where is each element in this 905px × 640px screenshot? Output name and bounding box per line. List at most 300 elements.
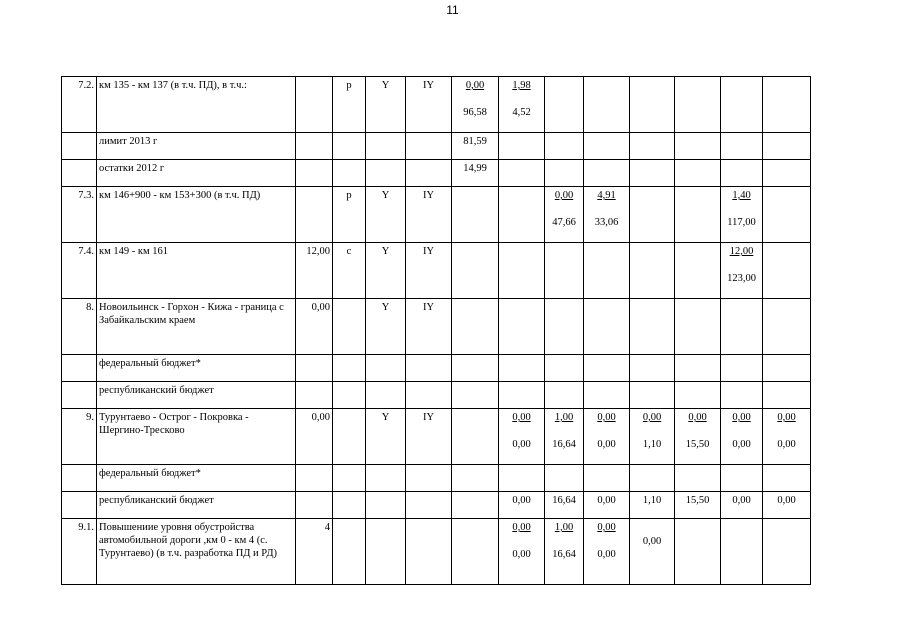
value-text <box>547 160 581 162</box>
type-cell <box>333 299 366 355</box>
value-text <box>586 465 627 467</box>
value-text: 1,40 <box>732 190 751 201</box>
value-text <box>723 519 760 521</box>
value-cell <box>452 133 499 160</box>
value-cell <box>630 299 675 355</box>
value-cell <box>545 243 584 299</box>
value-text <box>765 160 808 162</box>
length-cell-text <box>298 492 330 494</box>
value-cell <box>675 409 721 465</box>
item-name-cell-text: лимит 2013 г <box>99 136 158 147</box>
item-name-cell <box>97 465 296 492</box>
category-cell-text: Y <box>381 302 390 313</box>
class-cell-text: IY <box>422 80 435 91</box>
value-cell <box>763 465 811 492</box>
value-text <box>501 243 542 245</box>
value-text: 0,00 <box>597 495 616 506</box>
value-text <box>454 465 496 467</box>
value-text <box>677 77 718 79</box>
item-name-cell <box>97 409 296 465</box>
value-cell <box>584 160 630 187</box>
length-cell-text <box>298 77 330 79</box>
item-name-cell-text: Турунтаево - Острог - Покровка - Шергино-Тресково <box>99 412 249 436</box>
value-cell <box>584 77 630 133</box>
value-cell <box>675 160 721 187</box>
value-text: 14,99 <box>463 163 487 174</box>
category-cell <box>366 160 406 187</box>
length-cell-text <box>298 382 330 384</box>
type-cell-text: р <box>346 190 352 201</box>
value-text <box>586 382 627 384</box>
item-name-cell-text: федеральный бюджет* <box>99 358 201 369</box>
value-text <box>723 77 760 79</box>
value-text <box>501 382 542 384</box>
class-cell <box>406 409 452 465</box>
value-text <box>586 243 627 245</box>
category-cell-text <box>368 465 403 467</box>
type-cell <box>333 355 366 382</box>
value-text: 1,98 <box>512 80 531 91</box>
value-text: 0,00 <box>688 412 707 423</box>
category-cell <box>366 492 406 519</box>
value-text <box>632 299 672 301</box>
value-cell <box>763 492 811 519</box>
category-cell <box>366 382 406 409</box>
value-text <box>677 519 718 521</box>
value-text: 0,00 <box>732 412 751 423</box>
value-text <box>586 299 627 301</box>
value-text <box>454 382 496 384</box>
category-cell-text <box>368 160 403 162</box>
item-number-cell-text <box>64 133 94 135</box>
category-cell-text <box>368 355 403 357</box>
value-cell <box>630 492 675 519</box>
value-text <box>677 133 718 135</box>
class-cell-text <box>408 492 449 494</box>
item-number-cell-text: 9.1. <box>78 522 94 533</box>
value-cell <box>675 77 721 133</box>
type-cell-text <box>335 409 363 411</box>
length-cell-text <box>298 160 330 162</box>
value-cell <box>452 77 499 133</box>
category-cell-text: Y <box>381 80 390 91</box>
budget-table <box>61 76 853 585</box>
value-cell <box>763 160 811 187</box>
item-number-cell <box>62 492 97 519</box>
table-row <box>62 160 853 187</box>
value-text <box>677 160 718 162</box>
value-cell <box>499 519 545 585</box>
value-cell <box>545 77 584 133</box>
value-cell <box>452 409 499 465</box>
value-text <box>723 355 760 357</box>
value-text <box>454 355 496 357</box>
type-cell <box>333 492 366 519</box>
value-text: 0,00 <box>512 412 531 423</box>
value-text: 0,00 <box>777 495 796 506</box>
table-row <box>62 299 853 355</box>
category-cell <box>366 409 406 465</box>
class-cell-text: IY <box>422 302 435 313</box>
category-cell-text: Y <box>381 190 390 201</box>
value-cell <box>721 160 763 187</box>
value-cell <box>763 299 811 355</box>
item-number-cell-text <box>64 465 94 467</box>
value-cell <box>675 187 721 243</box>
item-name-cell-text: км 146+900 - км 153+300 (в т.ч. ПД) <box>99 190 261 201</box>
type-cell <box>333 187 366 243</box>
value-cell <box>452 492 499 519</box>
type-cell-text <box>335 133 363 135</box>
item-number-cell <box>62 243 97 299</box>
length-cell-text: 0,00 <box>311 412 330 423</box>
value-cell <box>763 243 811 299</box>
length-cell <box>296 355 333 382</box>
category-cell <box>366 133 406 160</box>
value-cell <box>584 465 630 492</box>
item-number-cell <box>62 299 97 355</box>
value-text <box>586 133 627 135</box>
value-cell <box>452 299 499 355</box>
value-text <box>765 187 808 189</box>
item-name-cell-text: км 149 - км 161 <box>99 246 168 257</box>
type-cell-text <box>335 492 363 494</box>
class-cell <box>406 133 452 160</box>
category-cell-text <box>368 519 403 521</box>
value-cell <box>721 409 763 465</box>
value-text <box>586 77 627 79</box>
value-text <box>632 243 672 245</box>
value-cell <box>584 382 630 409</box>
item-name-cell <box>97 243 296 299</box>
value-cell <box>630 77 675 133</box>
value-text <box>632 160 672 162</box>
class-cell-text <box>408 382 449 384</box>
category-cell-text <box>368 382 403 384</box>
class-cell <box>406 187 452 243</box>
value-cell <box>630 187 675 243</box>
value-text <box>454 492 496 494</box>
value-cell <box>545 382 584 409</box>
class-cell-text: IY <box>422 246 435 257</box>
item-name-cell <box>97 77 296 133</box>
value-cell <box>499 243 545 299</box>
value-text <box>677 187 718 189</box>
value-cell <box>499 77 545 133</box>
class-cell <box>406 355 452 382</box>
item-number-cell-text: 7.2. <box>78 80 94 91</box>
value-cell <box>584 355 630 382</box>
value-cell <box>545 299 584 355</box>
value-text <box>632 133 672 135</box>
value-text <box>765 519 808 521</box>
item-name-cell <box>97 519 296 585</box>
value-text: 47,66 <box>552 217 576 228</box>
value-text <box>501 299 542 301</box>
item-number-cell-text: 8. <box>86 302 94 313</box>
item-number-cell <box>62 519 97 585</box>
value-text <box>501 355 542 357</box>
value-cell <box>721 465 763 492</box>
value-text <box>677 243 718 245</box>
value-cell <box>545 519 584 585</box>
value-cell <box>721 519 763 585</box>
length-cell <box>296 187 333 243</box>
length-cell <box>296 133 333 160</box>
table-row <box>62 519 853 585</box>
value-cell <box>452 519 499 585</box>
value-text: 16,64 <box>552 549 576 560</box>
value-text <box>547 465 581 467</box>
type-cell <box>333 519 366 585</box>
class-cell <box>406 519 452 585</box>
value-text: 1,00 <box>554 522 574 533</box>
value-text <box>501 465 542 467</box>
value-cell <box>630 409 675 465</box>
value-text: 81,59 <box>463 136 487 147</box>
value-text <box>586 160 627 162</box>
length-cell <box>296 382 333 409</box>
item-number-cell <box>62 187 97 243</box>
item-number-cell-text <box>64 382 94 384</box>
value-text <box>501 160 542 162</box>
value-text <box>765 465 808 467</box>
value-cell <box>545 160 584 187</box>
category-cell-text <box>368 492 403 494</box>
value-cell <box>584 409 630 465</box>
class-cell <box>406 492 452 519</box>
value-text: 0,00 <box>777 439 796 450</box>
value-cell <box>499 409 545 465</box>
class-cell-text <box>408 465 449 467</box>
value-text <box>454 243 496 245</box>
value-cell <box>763 409 811 465</box>
value-cell <box>584 519 630 585</box>
value-cell <box>763 382 811 409</box>
value-cell <box>452 465 499 492</box>
value-text: 4,91 <box>597 190 616 201</box>
value-text <box>454 519 496 521</box>
value-cell <box>675 243 721 299</box>
value-cell <box>545 355 584 382</box>
value-cell <box>721 299 763 355</box>
value-text <box>454 409 496 411</box>
type-cell-text: р <box>346 80 352 91</box>
value-text: 15,50 <box>685 495 710 506</box>
item-name-cell-text: остатки 2012 г <box>99 163 165 174</box>
value-cell <box>452 355 499 382</box>
value-cell <box>763 187 811 243</box>
value-cell <box>545 187 584 243</box>
value-cell <box>499 355 545 382</box>
class-cell-text <box>408 160 449 162</box>
table-row <box>62 243 853 299</box>
value-cell <box>675 465 721 492</box>
length-cell-text <box>298 187 330 189</box>
type-cell <box>333 409 366 465</box>
value-cell <box>675 492 721 519</box>
item-number-cell <box>62 160 97 187</box>
value-text <box>632 519 672 521</box>
item-number-cell <box>62 133 97 160</box>
item-number-cell <box>62 409 97 465</box>
item-name-cell-text: республиканский бюджет <box>99 495 214 506</box>
length-cell <box>296 160 333 187</box>
category-cell <box>366 519 406 585</box>
type-cell <box>333 382 366 409</box>
value-text <box>765 133 808 135</box>
type-cell <box>333 133 366 160</box>
value-cell <box>763 519 811 585</box>
value-text: 33,06 <box>594 217 619 228</box>
class-cell <box>406 299 452 355</box>
value-text: 16,64 <box>552 495 576 506</box>
item-name-cell <box>97 187 296 243</box>
value-cell <box>675 299 721 355</box>
value-text: 123,00 <box>727 273 756 284</box>
value-cell <box>675 519 721 585</box>
category-cell <box>366 187 406 243</box>
value-text <box>677 355 718 357</box>
class-cell-text <box>408 519 449 521</box>
length-cell <box>296 519 333 585</box>
table-row <box>62 187 853 243</box>
value-text: 0,00 <box>732 495 751 506</box>
value-text <box>632 465 672 467</box>
type-cell <box>333 160 366 187</box>
value-cell <box>452 160 499 187</box>
value-text <box>632 77 672 79</box>
type-cell-text <box>335 465 363 467</box>
class-cell <box>406 160 452 187</box>
value-cell <box>630 465 675 492</box>
value-text <box>677 382 718 384</box>
value-text <box>547 299 581 301</box>
item-number-cell-text <box>64 160 94 162</box>
table-row <box>62 133 853 160</box>
class-cell-text <box>408 355 449 357</box>
table-row <box>62 409 853 465</box>
value-cell <box>630 382 675 409</box>
length-cell <box>296 299 333 355</box>
item-number-cell-text <box>64 492 94 494</box>
value-text <box>723 133 760 135</box>
value-text <box>632 382 672 384</box>
value-text: 1,00 <box>554 412 574 423</box>
class-cell <box>406 465 452 492</box>
category-cell-text: Y <box>381 246 390 257</box>
value-cell <box>499 465 545 492</box>
item-name-cell <box>97 133 296 160</box>
item-number-cell-text: 9. <box>86 412 94 423</box>
value-text: 0,00 <box>465 80 485 91</box>
value-text <box>632 187 672 189</box>
item-number-cell-text: 7.4. <box>78 246 94 257</box>
value-text: 0,00 <box>597 439 616 450</box>
value-cell <box>721 355 763 382</box>
value-text: 0,00 <box>597 549 616 560</box>
value-cell <box>545 492 584 519</box>
value-text: 0,00 <box>777 412 796 423</box>
value-cell <box>584 133 630 160</box>
length-cell-text: 12,00 <box>306 246 330 257</box>
item-name-cell-text: республиканский бюджет <box>99 385 214 396</box>
type-cell-text <box>335 299 363 301</box>
value-text <box>547 382 581 384</box>
value-cell <box>499 299 545 355</box>
category-cell-text: Y <box>381 412 390 423</box>
value-cell <box>452 187 499 243</box>
class-cell <box>406 77 452 133</box>
table-row <box>62 465 853 492</box>
value-cell <box>721 187 763 243</box>
value-text <box>677 465 718 467</box>
item-name-cell-text: км 135 - км 137 (в т.ч. ПД), в т.ч.: <box>99 80 247 91</box>
item-name-cell <box>97 160 296 187</box>
value-cell <box>499 382 545 409</box>
value-cell <box>675 382 721 409</box>
value-text <box>454 299 496 301</box>
length-cell <box>296 243 333 299</box>
value-text: 96,58 <box>463 107 487 118</box>
value-text <box>723 465 760 467</box>
value-cell <box>721 382 763 409</box>
value-text <box>547 77 581 79</box>
item-name-cell-text: Новоильинск - Горхон - Кижа - граница с Забайкальским краем <box>99 302 284 326</box>
value-text: 0,00 <box>512 439 531 450</box>
value-text <box>765 243 808 245</box>
value-text: 0,00 <box>642 412 662 423</box>
value-text <box>547 243 581 245</box>
value-text <box>501 187 542 189</box>
item-name-cell <box>97 299 296 355</box>
value-text: 0,00 <box>512 522 531 533</box>
value-cell <box>721 243 763 299</box>
value-cell <box>499 133 545 160</box>
value-cell <box>499 492 545 519</box>
value-text: 1,10 <box>642 495 662 506</box>
value-text: 0,00 <box>642 536 662 547</box>
item-name-cell-text: федеральный бюджет* <box>99 468 201 479</box>
value-text <box>765 77 808 79</box>
value-text <box>723 299 760 301</box>
value-cell <box>499 160 545 187</box>
value-text: 0,00 <box>512 495 531 506</box>
value-text <box>547 355 581 357</box>
value-text: 16,64 <box>552 439 576 450</box>
class-cell-text: IY <box>422 190 435 201</box>
value-text <box>586 355 627 357</box>
value-text <box>765 355 808 357</box>
category-cell <box>366 465 406 492</box>
value-text <box>632 355 672 357</box>
type-cell <box>333 77 366 133</box>
value-text <box>454 187 496 189</box>
value-cell <box>675 355 721 382</box>
category-cell <box>366 355 406 382</box>
length-cell <box>296 492 333 519</box>
category-cell <box>366 243 406 299</box>
value-cell <box>584 187 630 243</box>
value-cell <box>630 160 675 187</box>
value-cell <box>584 299 630 355</box>
value-cell <box>545 409 584 465</box>
category-cell <box>366 299 406 355</box>
length-cell-text: 4 <box>324 522 330 533</box>
value-cell <box>545 133 584 160</box>
value-text: 4,52 <box>512 107 531 118</box>
value-text: 0,00 <box>512 549 531 560</box>
